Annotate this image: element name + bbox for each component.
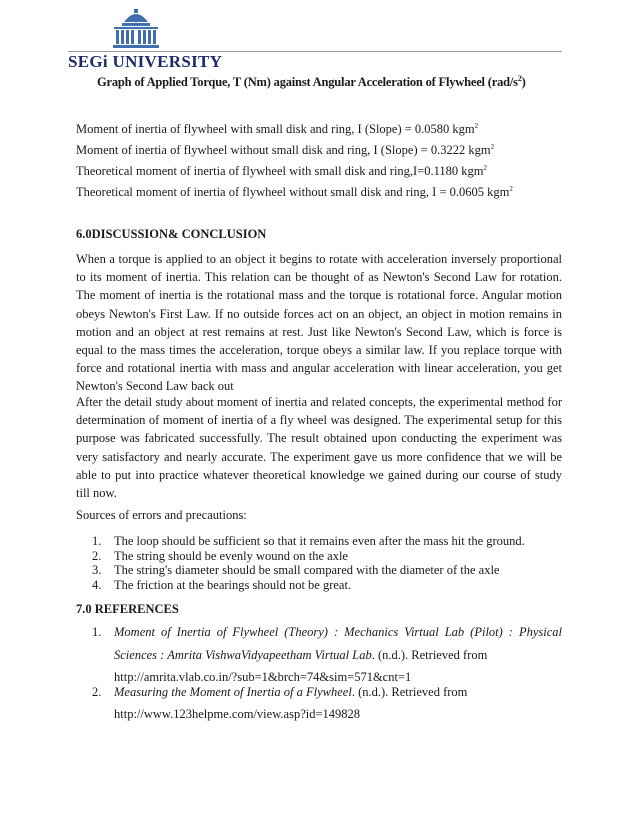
discussion-paragraph-1: When a torque is applied to an object it begins to rotate with acceleration inversely proportional to its moment of inertia. This relation can be thought of as Newton's Second Law for rotation. The moment of inertia is the rotational mass and the torque is rotational force. Angular motion obeys Newton's First Law. If no outside forces act on an object, an object in motion remains in motion and an object at rest remains at rest. Just like Newton's Second Law, which is force is equal to the mass times the acceleration, torque obeys a similar law. If you replace torque with force and rotational inertia with mass and angular acceleration with linear acceleration, you get Newton's Second Law back out (76, 252, 562, 394)
reference-title: Moment of Inertia of Flywheel (Theory) : Mechanics Virtual Lab (Pilot) : Physical Sciences : Amrita VishwaVidyapeetham Virtual Lab (114, 625, 562, 662)
references-list (92, 621, 562, 726)
sources-label: Sources of errors and precautions: (76, 508, 247, 522)
list-item: 2. The string should be evenly wound on the axle (92, 548, 348, 563)
header-divider (68, 51, 562, 52)
inertia-line-1: Moment of inertia of flywheel with small disk and ring, I (Slope) = 0.0580 kgm$^2$ (76, 122, 479, 137)
reference-title: Measuring the Moment of Inertia of a Flywheel (114, 684, 352, 699)
discussion-paragraph-2: After the detail study about moment of inertia and related concepts, the experimental method for determination of moment of inertia of a fly wheel was designed. The experimental setup for this purpose was fabricated successfully. The result obtained upon conducting the experiment was very satisfactory and nearly accurate. The experiment gave us more confidence that we will be able to put into practice whatever theoretical knowledge we gained during our course of study till now. (76, 395, 562, 501)
list-item: 1. The loop should be sufficient so that it remains even after the mass hit the ground. (92, 534, 525, 548)
reference-item: 1. Moment of Inertia of Flywheel (Theory) : Mechanics Virtual Lab (Pilot) : Physical Sciences : Amrita VishwaVidyapeetham Virtual Lab. (n.d.). Retrieved from http://amrita.vlab.co.in/?sub=1&brch=74&sim=571&cnt=1 (92, 621, 562, 689)
reference-link[interactable]: http://amrita.vlab.co.in/?sub=1&brch=74&sim=571&cnt=1 (114, 670, 412, 684)
reference-link[interactable]: http://www.123helpme.com/view.asp?id=149828 (114, 707, 361, 721)
university-logo (68, 8, 223, 71)
logo-text: SEGi UNIVERSITY (68, 52, 223, 71)
graph-title: Graph of Applied Torque, T (Nm) against Angular Acceleration of Flywheel $(rad/s^2)$ (97, 74, 526, 90)
precautions-list (92, 534, 562, 592)
inertia-line-3: Theoretical moment of inertia of flywheel with small disk and ring,I=0.1180 kgm$^2$ (76, 164, 488, 179)
reference-item: 2. Measuring the Moment of Inertia of a Flywheel. (n.d.). Retrieved from http://www.123helpme.com/view.asp?id=149828 (92, 681, 562, 726)
list-item: 4. The friction at the bearings should not be great. (92, 577, 352, 592)
references-heading: 7.0 REFERENCES (76, 602, 179, 616)
inertia-line-2: Moment of inertia of flywheel without small disk and ring, I (Slope) = 0.3222 kgm$^2$ (76, 143, 495, 158)
university-building-icon (112, 8, 160, 52)
inertia-line-4: Theoretical moment of inertia of flywheel without small disk and ring, I = 0.0605 kgm$^2$ (76, 185, 513, 200)
discussion-heading: 6.0DISCUSSION& CONCLUSION (76, 227, 267, 241)
list-item: 3. The string's diameter should be small compared with the diameter of the axle (92, 563, 500, 578)
